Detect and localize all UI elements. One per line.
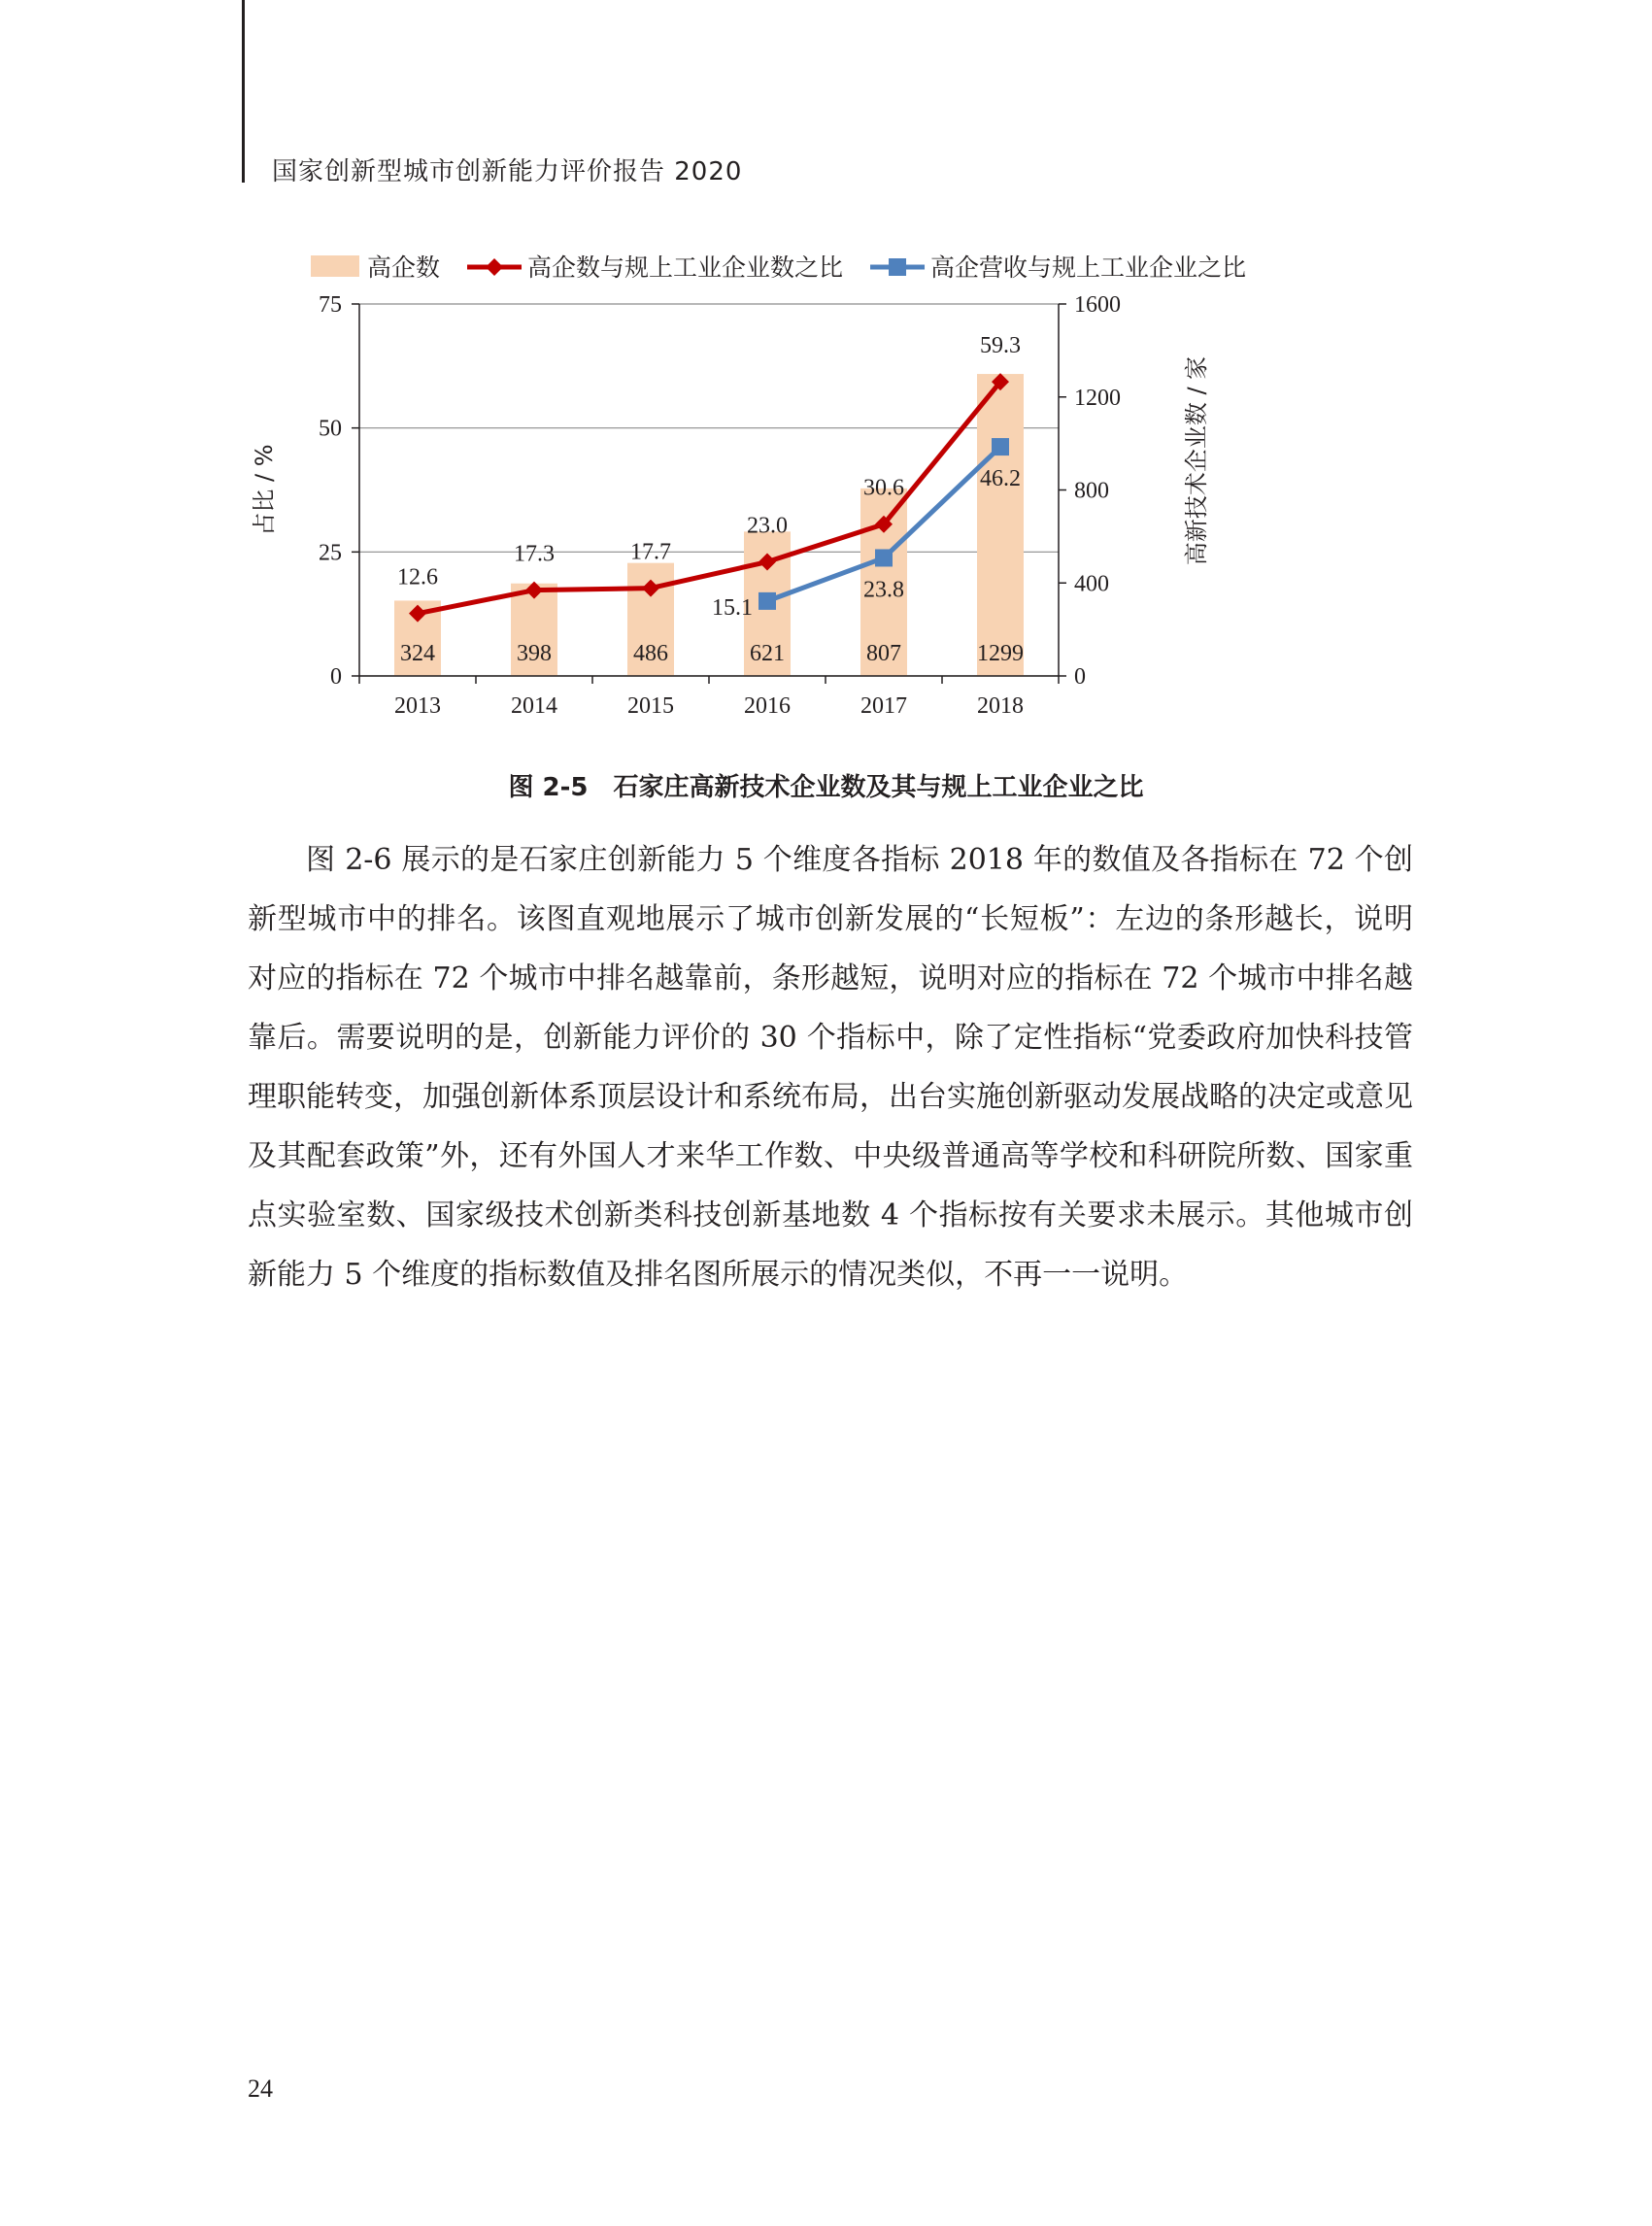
bar-data-label: 1299 [977, 641, 1024, 666]
line-series [397, 333, 1021, 622]
x-tick-label: 2013 [394, 693, 441, 719]
line-data-label-ratio-revenue: 15.1 [712, 594, 753, 621]
x-tick-label: 2018 [977, 693, 1024, 719]
legend-label: 高企数 [367, 253, 441, 282]
y-left-tick-label: 25 [319, 540, 342, 566]
y-right-tick-label: 1200 [1074, 385, 1121, 411]
bar-series [394, 374, 1024, 676]
bar-data-label: 324 [400, 641, 435, 666]
legend-label: 高企营收与规上工业企业之比 [930, 253, 1247, 282]
y-left-axis-title: 占比 / % [251, 444, 278, 536]
x-tick-label: 2016 [744, 693, 791, 719]
y-left-tick-label: 50 [319, 416, 342, 442]
y-left-tick-label: 75 [319, 292, 342, 318]
bar-gaoqi-count [977, 374, 1024, 676]
chart [233, 233, 1437, 748]
line-data-label-ratio-count: 17.7 [630, 539, 671, 565]
legend-marker-square [889, 258, 906, 276]
line-ratio-count [418, 382, 1000, 613]
body-text [248, 830, 1413, 1304]
legend-marker-diamond [486, 258, 503, 276]
bar-data-label: 486 [633, 641, 668, 666]
legend-swatch-bar [311, 255, 359, 277]
y-right-tick-label: 800 [1074, 478, 1109, 504]
figure-caption: 图 2-5 石家庄高新技术企业数及其与规上工业企业之比 [508, 773, 1144, 802]
header-rule [242, 0, 245, 183]
bar-data-label: 807 [866, 641, 901, 666]
bar-data-label: 398 [517, 641, 552, 666]
line-data-label-ratio-count: 17.3 [514, 541, 555, 567]
marker-square [875, 549, 893, 566]
legend-label: 高企数与规上工业企业数之比 [527, 253, 844, 282]
x-tick-label: 2014 [511, 693, 557, 719]
y-right-tick-label: 400 [1074, 571, 1109, 597]
y-right-tick-label: 0 [1074, 664, 1086, 690]
y-left-tick-label: 0 [330, 664, 342, 690]
line-data-label-ratio-count: 59.3 [980, 333, 1021, 359]
body-paragraph: 图 2-6 展示的是石家庄创新能力 5 个维度各指标 2018 年的数值及各指标在 72 个创新型城市中的排名。该图直观地展示了城市创新发展的“长短板”：左边的条形越长，说明对应的指标在 72 个城市中排名越靠前，条形越短，说明对应的指标在 72 个城市中排名越靠后。需要说明的是，创新能力评价的 30 个指标中，除了定性指标“党委政府加快科技管理职能转变，加强创新体系顶层设计和系统布局，出台实施创新驱动发展战略的决定或意见及其配套政策”外，还有外国人才来华工作数、中央级普通高等学校和科研院所数、国家重点实验室数、国家级技术创新类科技创新基地数 4 个指标按有关要求未展示。其他城市创新能力 5 个维度的指标数值及排名图所展示的情况类似，不再一一说明。 [248, 843, 1413, 1292]
line-data-label-ratio-revenue: 23.8 [863, 577, 904, 603]
line-data-label-ratio-count: 12.6 [397, 564, 438, 590]
marker-square [759, 592, 776, 610]
x-tick-label: 2015 [627, 693, 674, 719]
y-right-tick-label: 1600 [1074, 292, 1121, 318]
marker-square [992, 438, 1009, 455]
x-tick-label: 2017 [860, 693, 907, 719]
line-data-label-ratio-count: 23.0 [747, 513, 788, 539]
line-data-label-ratio-revenue: 46.2 [980, 466, 1021, 492]
y-right-axis-title: 高新技术企业数 / 家 [1183, 355, 1210, 566]
page-number: 24 [248, 2074, 273, 2103]
line-data-label-ratio-count: 30.6 [863, 475, 904, 501]
running-header-title: 国家创新型城市创新能力评价报告 2020 [272, 157, 743, 186]
bar-data-label: 621 [750, 641, 785, 666]
chart-legend [311, 253, 1246, 282]
